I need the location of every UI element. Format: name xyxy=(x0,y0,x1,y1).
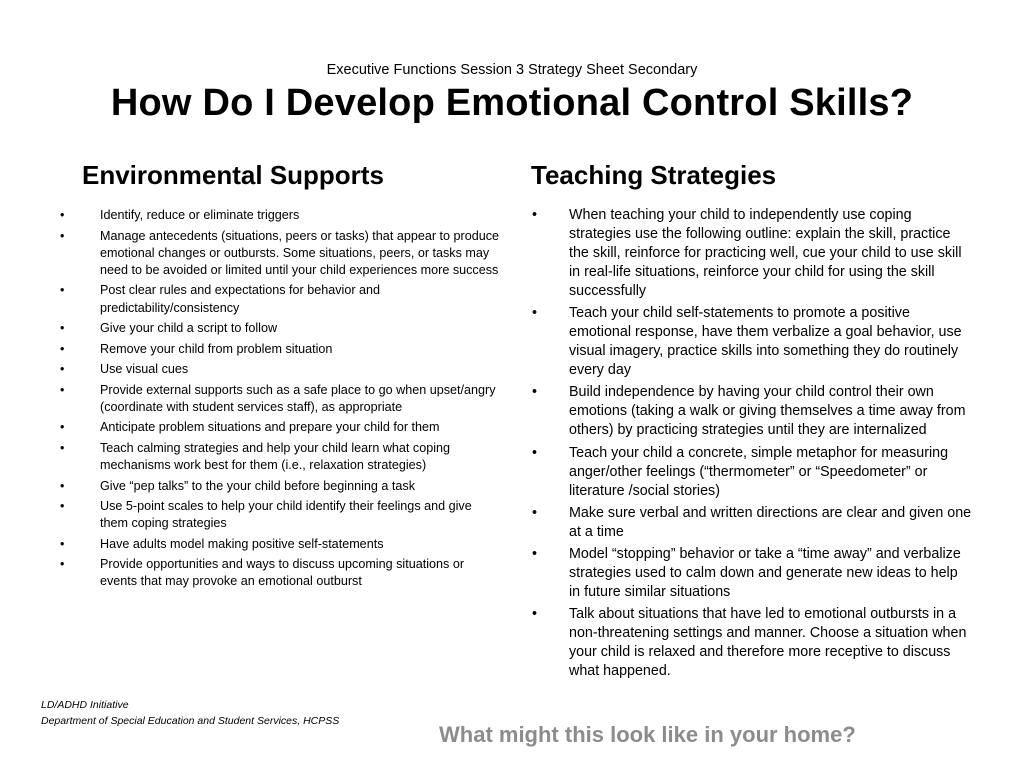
bullet-icon: • xyxy=(60,283,65,298)
bullet-icon: • xyxy=(60,382,65,397)
list-item-text: Make sure verbal and written directions are clear and given one at a time xyxy=(569,504,972,540)
list-item xyxy=(60,207,500,224)
teaching-strategies-list xyxy=(532,206,972,684)
list-item xyxy=(532,444,972,501)
bullet-icon: • xyxy=(60,362,65,377)
list-item-text: Give your child a script to follow xyxy=(100,321,278,336)
list-item-text: When teaching your child to independently use coping strategies use the following outline: explain the skill, practice the skill, reinforce for practicing well, cue your child to use skill in real-life situations, reinforce your child for using the skill successfully xyxy=(569,207,962,299)
list-item xyxy=(60,320,500,337)
list-item-text: Remove your child from problem situation xyxy=(100,341,333,356)
list-item-text: Use 5-point scales to help your child identify their feelings and give them coping strategies xyxy=(100,499,472,531)
list-item-text: Model “stopping” behavior or take a “time away” and verbalize strategies used to calm down and generate new ideas to help in future similar situations xyxy=(569,545,961,600)
list-item-text: Post clear rules and expectations for behavior and predictability/consistency xyxy=(100,283,381,315)
bullet-icon: • xyxy=(60,420,65,435)
list-item xyxy=(532,504,972,542)
list-item xyxy=(60,361,500,378)
list-item-text: Talk about situations that have led to emotional outbursts in a non-threatening settings and manner. Choose a situation when your child is relaxed and therefore more receptive to discuss what happened. xyxy=(569,606,967,680)
bullet-icon: • xyxy=(60,557,65,572)
list-item xyxy=(60,556,500,590)
bullet-icon: • xyxy=(60,208,65,222)
list-item-text: Provide external supports such as a safe place to go when upset/angry (coordinate with student services staff), as appropriate xyxy=(100,382,496,414)
page-title: How Do I Develop Emotional Control Skills? xyxy=(110,82,914,124)
bullet-icon: • xyxy=(60,478,65,493)
list-item-text: Provide opportunities and ways to discuss upcoming situations or events that may provoke an emotional outburst xyxy=(100,557,465,589)
list-item xyxy=(60,382,500,416)
list-item xyxy=(60,478,500,495)
footer-initiative: LD/ADHD Initiative xyxy=(41,699,129,711)
bullet-icon: • xyxy=(532,384,538,401)
bullet-icon: • xyxy=(60,440,65,455)
list-item xyxy=(532,304,972,380)
list-item-text: Teach your child a concrete, simple metaphor for measuring anger/other feelings (“thermometer” or “Speedometer” or literature /social stories) xyxy=(569,444,949,499)
bullet-icon: • xyxy=(532,606,538,623)
bullet-icon: • xyxy=(532,504,538,521)
list-item xyxy=(60,341,500,358)
subtitle: Executive Functions Session 3 Strategy Sheet Secondary xyxy=(326,62,698,78)
environmental-supports-heading: Environmental Supports xyxy=(82,160,384,190)
bullet-icon: • xyxy=(60,228,65,243)
list-item-text: Teach your child self-statements to promote a positive emotional response, have them verbalize a goal behavior, use visual imagery, practice skills into something they do routinely every day xyxy=(569,305,962,379)
list-item-text: Build independence by having your child control their own emotions (taking a walk or giving themselves a time away from others) by practicing strategies until they are internalized xyxy=(569,384,966,439)
list-item xyxy=(60,228,500,280)
bullet-icon: • xyxy=(60,536,65,551)
bullet-icon: • xyxy=(60,341,65,356)
list-item-text: Have adults model making positive self-statements xyxy=(100,536,384,551)
list-item-text: Manage antecedents (situations, peers or tasks) that appear to produce emotional changes or outbursts. Some situations, peers, or tasks may need to be avoided or limited until your child experiences more success xyxy=(100,228,500,277)
bullet-icon: • xyxy=(532,207,538,223)
list-item xyxy=(532,206,972,301)
list-item-text: Use visual cues xyxy=(100,362,189,377)
list-item xyxy=(532,545,972,602)
list-item xyxy=(60,536,500,553)
teaching-strategies-heading: Teaching Strategies xyxy=(531,160,777,190)
list-item xyxy=(532,605,972,681)
list-item xyxy=(532,383,972,440)
list-item xyxy=(60,440,500,474)
bullet-icon: • xyxy=(532,545,538,562)
environmental-supports-list xyxy=(60,207,500,594)
bullet-icon: • xyxy=(60,321,65,336)
list-item xyxy=(60,498,500,532)
list-item-text: Identify, reduce or eliminate triggers xyxy=(100,208,300,222)
bullet-icon: • xyxy=(60,499,65,514)
footer-organization xyxy=(41,697,339,729)
bullet-icon: • xyxy=(532,444,538,461)
footer-question: What might this look like in your home? xyxy=(439,722,856,747)
bullet-icon: • xyxy=(532,305,538,322)
list-item xyxy=(60,419,500,436)
list-item-text: Teach calming strategies and help your child learn what coping mechanisms work best for them (i.e., relaxation strategies) xyxy=(100,440,451,473)
list-item-text: Anticipate problem situations and prepare your child for them xyxy=(100,420,440,435)
footer-department: Department of Special Education and Student Services, HCPSS xyxy=(41,715,340,727)
list-item xyxy=(60,282,500,316)
list-item-text: Give “pep talks” to the your child before beginning a task xyxy=(100,478,416,493)
